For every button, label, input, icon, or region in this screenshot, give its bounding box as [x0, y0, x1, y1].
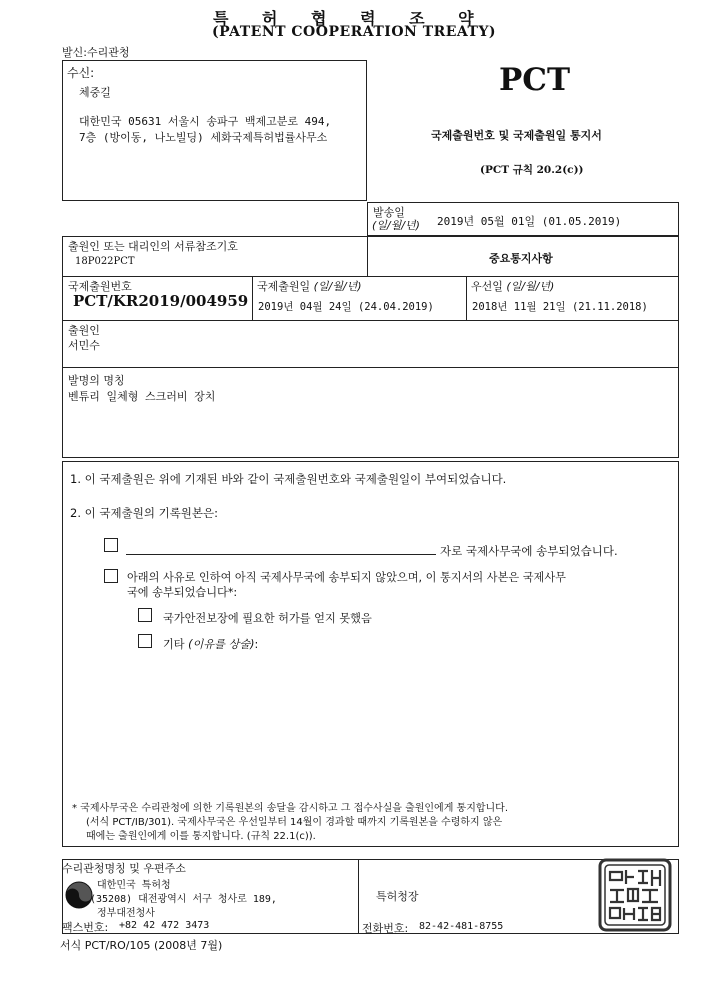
application-number-value: PCT/KR2019/004959: [73, 292, 249, 310]
recipient-address-line1: 대한민국 05631 서울시 송파구 백제고분로 494,: [79, 115, 332, 128]
applicant-value: 서민수: [68, 339, 100, 352]
mailing-date-format: (일/월/년): [372, 219, 420, 232]
application-number-label: 국제출원번호: [68, 280, 132, 293]
english-title: (PATENT COOPERATION TREATY): [212, 24, 497, 40]
office-label: 수리관청명칭 및 우편주소: [62, 862, 186, 875]
office-address-1: (35208) 대전광역시 서구 청사로 189,: [90, 894, 277, 905]
reason-other-text: 기타 (이유를 상술):: [163, 638, 259, 651]
fax-label: 팩스번호:: [62, 921, 109, 934]
official-seal-stamp: [598, 858, 672, 932]
form-id: 서식 PCT/RO/105 (2008년 7월): [60, 939, 223, 952]
office-address-2: 정부대전청사: [97, 908, 155, 919]
fax-number: +82 42 472 3473: [119, 920, 210, 931]
filing-date-value: 2019년 04월 24일 (24.04.2019): [258, 301, 434, 313]
item-2-text: 2. 이 국제출원의 기록원본은:: [70, 506, 219, 520]
filing-date-label: 국제출원일 (일/월/년): [257, 280, 362, 293]
sender-label: 발신:수리관청: [62, 46, 130, 59]
option-transmitted-checkbox[interactable]: [104, 538, 118, 552]
phone-number: 82-42-481-8755: [419, 921, 504, 932]
footnote-line1: * 국제사무국은 수리관청에 의한 기록원본의 송달을 감시하고 그 접수사실을 출원인에게 통지합니다.: [72, 803, 509, 814]
option-transmitted-text: 자로 국제사무국에 송부되었습니다.: [440, 544, 618, 558]
office-name: 대한민국 특허청: [97, 880, 171, 891]
notice-title: 국제출원번호 및 국제출원일 통지서: [431, 129, 602, 142]
phone-label: 전화번호:: [362, 922, 409, 935]
option-not-transmitted-checkbox[interactable]: [104, 569, 118, 583]
option-not-transmitted-line2: 국에 송부되었습니다*:: [127, 586, 238, 599]
invention-title-label: 발명의 명칭: [68, 374, 125, 387]
mailing-date-value: 2019년 05월 01일 (01.05.2019): [437, 215, 622, 228]
officer-title: 특허청장: [376, 890, 419, 903]
reason-other-checkbox[interactable]: [138, 634, 152, 648]
recipient-address-line2: 7층 (방이동, 나노빌딩) 세화국제특허법률사무소: [79, 131, 328, 144]
mailing-date-label: 발송일: [373, 206, 405, 219]
footnote-line3: 때에는 출원인에게 이를 통지합니다. (규칙 22.1(c)).: [86, 831, 316, 842]
transmittal-date-blank: [126, 554, 436, 555]
info-grid: [62, 236, 679, 458]
recipient-label: 수신:: [67, 66, 95, 80]
reference-label: 출원인 또는 대리인의 서류참조기호: [68, 240, 238, 253]
invention-title-value: 벤튜리 일체형 스크러비 장치: [68, 390, 216, 403]
priority-date-value: 2018년 11월 21일 (21.11.2018): [472, 301, 648, 313]
reason-security-checkbox[interactable]: [138, 608, 152, 622]
item-1-text: 1. 이 국제출원은 위에 기재된 바와 같이 국제출원번호와 국제출원일이 부여되었습니다.: [70, 472, 507, 486]
priority-date-label: 우선일 (일/월/년): [471, 280, 555, 293]
applicant-label: 출원인: [68, 324, 100, 337]
korean-title: 특 허 협 력 조 약: [213, 9, 488, 28]
footnote-line2: (서식 PCT/IB/301). 국제사무국은 우선일부터 14월이 경과할 때까지 기록원본을 수령하지 않은: [86, 817, 503, 828]
reason-security-text: 국가안전보장에 필요한 허가를 얻지 못했음: [163, 612, 372, 625]
option-not-transmitted-line1: 아래의 사유로 인하여 아직 국제사무국에 송부되지 않았으며, 이 통지서의 사본은 국제사무: [127, 571, 566, 584]
pct-logo: PCT: [499, 62, 571, 98]
important-notice: 중요통지사항: [489, 252, 553, 265]
recipient-name: 체중길: [79, 86, 111, 99]
reference-value: 18P022PCT: [75, 256, 135, 267]
pct-rule: (PCT 규칙 20.2(c)): [480, 164, 584, 176]
